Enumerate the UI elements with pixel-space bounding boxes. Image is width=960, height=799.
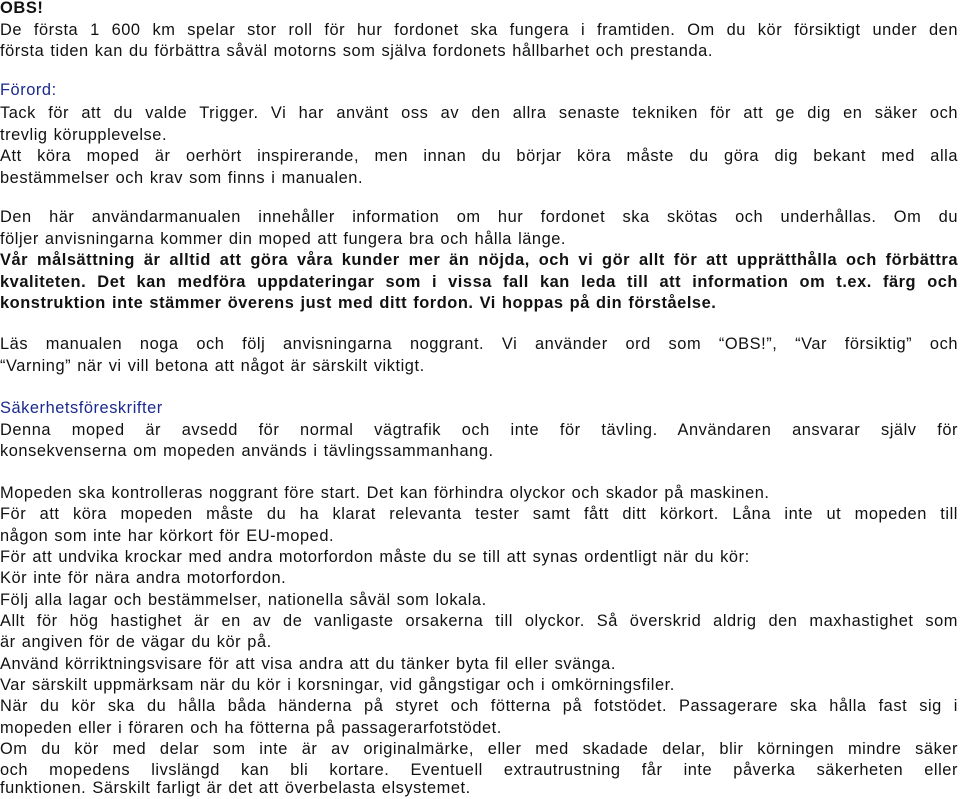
rule-line-12: mopeden eller i föraren och ha fötterna på passagerarfotstödet. [0, 719, 502, 737]
rule-line-7: Allt för hög hastighet är en av de vanligaste orsakerna till olyckor. Så överskrid aldrig den maxhastighet som [0, 612, 958, 630]
rule-line-11: När du kör ska du hålla båda händerna på styret och fötterna på fotstödet. Passagerare ska hålla fast sig i [0, 697, 958, 715]
goal-line-2: kvaliteten. Det kan medföra uppdateringar som i vissa fall kan leda till att information om t.ex. färg och [0, 273, 958, 291]
rule-line-6: Följ alla lagar och bestämmelser, nationella såväl som lokala. [0, 591, 487, 609]
rule-line-9: Använd körriktningsvisare för att visa andra att du tänker byta fil eller svänga. [0, 655, 616, 673]
intro-line-2: första tiden kan du förbättra såväl motorns som själva fordonets hållbarhet och prestanda. [0, 42, 713, 60]
foreword-line-4: bestämmelser och krav som finns i manualen. [0, 169, 364, 187]
rule-line-13: Om du kör med delar som inte är av originalmärke, eller med skadade delar, blir körningen mindre säker [0, 740, 958, 758]
foreword-line-1: Tack för att du valde Trigger. Vi har använt oss av den allra senaste tekniken för att ge dig en säker och [0, 104, 958, 122]
rule-line-5: Kör inte för nära andra motorfordon. [0, 569, 287, 587]
goal-line-3: konstruktion inte stämmer överens just med ditt fordon. Vi hoppas på din förståelse. [0, 294, 717, 312]
read-manual-line-1: Läs manualen noga och följ anvisningarna noggrant. Vi använder ord som “OBS!”, “Var försiktig” och [0, 335, 958, 353]
obs-title: OBS! [0, 0, 44, 17]
safety-intro-line-1: Denna moped är avsedd för normal vägtrafik och inte för tävling. Användaren ansvarar själv för [0, 421, 958, 439]
manual-info-line-1: Den här användarmanualen innehåller information om hur fordonet ska skötas och underhållas. Om du [0, 208, 958, 226]
rule-line-2: För att köra mopeden måste du ha klarat relevanta tester samt fått ditt körkort. Låna inte ut mopeden till [0, 505, 958, 523]
foreword-line-2: trevlig körupplevelse. [0, 126, 168, 144]
manual-info-line-2: följer anvisningarna kommer din moped att fungera bra och hålla länge. [0, 230, 567, 248]
rule-line-1: Mopeden ska kontrolleras noggrant före start. Det kan förhindra olyckor och skador på maskinen. [0, 484, 770, 502]
rule-line-8: är angiven för de vägar du kör på. [0, 633, 272, 651]
foreword-heading: Förord: [0, 81, 57, 99]
safety-intro-line-2: konsekvenserna om mopeden används i tävlingssammanhang. [0, 442, 494, 460]
rule-line-3: någon som inte har körkort för EU-moped. [0, 527, 335, 545]
rule-line-10: Var särskilt uppmärksam när du kör i korsningar, vid gångstigar och i omkörningsfiler. [0, 676, 675, 694]
rule-line-15: funktionen. Särskilt farligt är det att överbelasta elsystemet. [0, 779, 471, 797]
safety-heading: Säkerhetsföreskrifter [0, 399, 163, 417]
read-manual-line-2: “Varning” när vi vill betona att något är särskilt viktigt. [0, 357, 425, 375]
rule-line-4: För att undvika krockar med andra motorfordon måste du se till att synas ordentligt när du kör: [0, 548, 750, 566]
intro-line-1: De första 1 600 km spelar stor roll för hur fordonet ska fungera i framtiden. Om du kör försiktigt under den [0, 21, 958, 39]
foreword-line-3: Att köra moped är oerhört inspirerande, men innan du börjar köra måste du göra dig bekant med alla [0, 147, 958, 165]
rule-line-14: och mopedens livslängd kan bli kortare. Eventuell extrautrustning får inte påverka säkerheten eller [0, 761, 958, 779]
goal-line-1: Vår målsättning är alltid att göra våra kunder mer än nöjda, och vi gör allt för att upprätthålla och förbättra [0, 251, 958, 269]
